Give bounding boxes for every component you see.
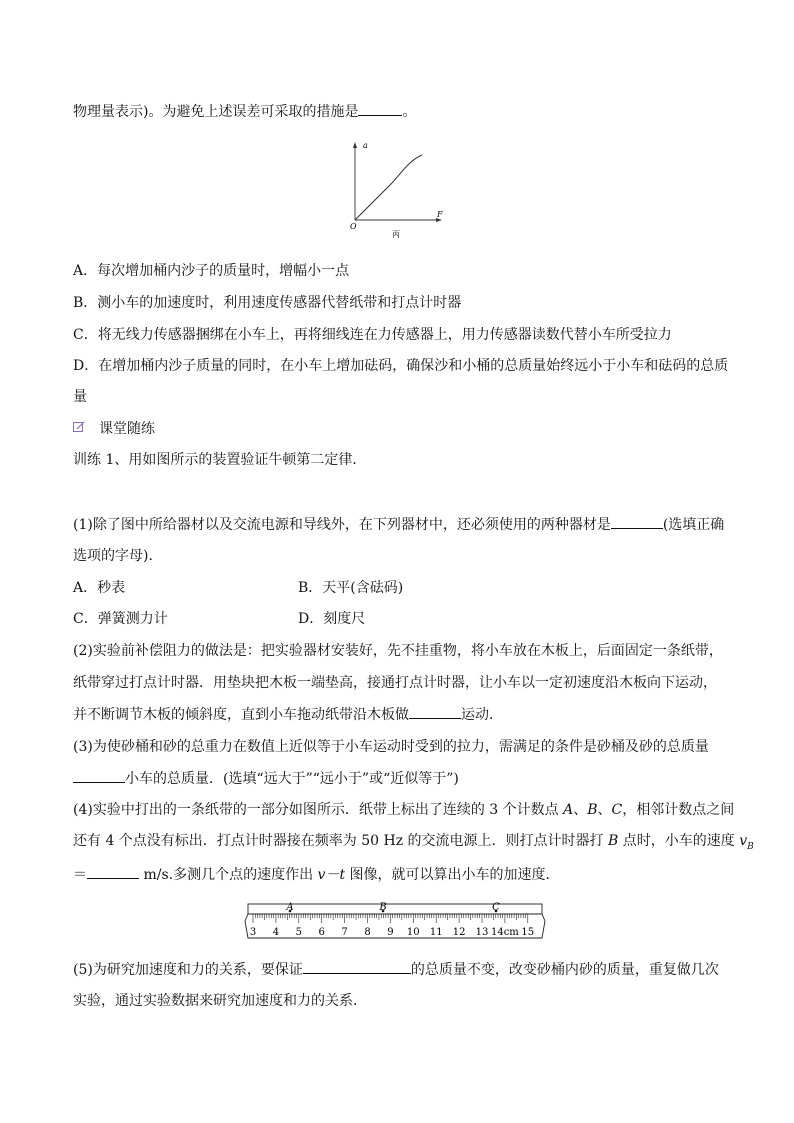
- ruler-tick-label: 7: [341, 927, 348, 938]
- velocity-symbol: v: [739, 833, 748, 849]
- y-axis-label: a: [363, 141, 368, 150]
- tape-point-label: C: [492, 902, 500, 913]
- option-a: A．每次增加桶内沙子的质量时，增幅小一点: [73, 263, 350, 279]
- q2-line1: (2)实验前补偿阻力的做法是：把实验器材安装好，先不挂重物，将小车放在木板上，后面固定一条纸带，: [73, 643, 723, 659]
- q4-line1: [73, 800, 734, 820]
- q1-line2: 选项的字母)．: [73, 548, 163, 564]
- ruler-tick-label: 5: [295, 927, 302, 938]
- q4-line2: [73, 831, 754, 857]
- v-t-label: v－t: [317, 867, 346, 883]
- ruler-tick-label: 14cm: [490, 927, 519, 938]
- q5-line1: [73, 959, 719, 980]
- ruler-tick-label: 3: [249, 927, 257, 938]
- q4-text: (4)实验中打出的一条纸带的一部分如图所示．纸带上标出了连续的 3 个计数点: [73, 802, 564, 818]
- intro-text: 物理量表示)。为避免上述误差可采取的措施是: [73, 104, 359, 120]
- ruler-tick-label: 6: [318, 927, 325, 938]
- q2-answer-blank[interactable]: [409, 704, 461, 719]
- q3-text: 小车的总质量．(选填“远大于”“远小于”或“近似等于”): [125, 771, 459, 787]
- ruler-tape-figure: [244, 898, 546, 940]
- intro-end: 。: [402, 104, 417, 120]
- option-b: B．测小车的加速度时，利用速度传感器代替纸带和打点计时器: [73, 295, 462, 311]
- y-axis-arrow: [353, 142, 357, 148]
- q2-line2: 纸带穿过打点计时器．用垫块把木板一端垫高，接通打点计时器，让小车以一定初速度沿木板向下运动，: [73, 675, 717, 691]
- q4-answer-blank[interactable]: [87, 864, 139, 879]
- q5-answer-blank[interactable]: [303, 959, 411, 974]
- q3-line2: [73, 768, 459, 789]
- q4-sep: 、: [573, 802, 588, 818]
- q1-text-after: (选填正确: [662, 517, 725, 533]
- q1-line1: [73, 514, 724, 535]
- point-b: B: [608, 833, 619, 849]
- q1-option-d: D．刻度尺: [298, 611, 366, 627]
- intro-line: [73, 101, 416, 122]
- tape-point-label: B: [379, 902, 387, 913]
- point-c: C: [611, 802, 623, 818]
- option-d-cont: 量: [73, 389, 87, 405]
- q1-option-a: A．秒表: [73, 580, 126, 596]
- q4-text: m/s.多测几个点的速度作出: [139, 867, 318, 883]
- q1-option-b: B．天平(含砝码): [298, 580, 404, 596]
- q5-text-after: 的总质量不变，改变砂桶内砂的质量，重复做几次: [410, 962, 719, 978]
- q1-option-c: C．弹簧测力计: [73, 611, 168, 627]
- option-c: C．将无线力传感器捆绑在小车上，再将细线连在力传感器上，用力传感器读数代替小车所受拉力: [73, 327, 672, 343]
- q2-text: 并不断调节木板的倾斜度，直到小车拖动纸带沿木板做: [73, 707, 409, 723]
- ruler-tick-label: 13: [475, 927, 489, 938]
- a-f-curve: [355, 155, 422, 220]
- origin-label: O: [350, 222, 357, 231]
- answer-blank[interactable]: [358, 101, 402, 116]
- ruler-tick-label: 15: [521, 927, 535, 938]
- q1-answer-blank[interactable]: [611, 514, 663, 529]
- training-title: 训练 1、用如图所示的装置验证牛顿第二定律．: [73, 452, 367, 468]
- option-d: D．在增加桶内沙子质量的同时，在小车上增加砝码，确保沙和小桶的总质量始终远小于小车和砝码的总质: [73, 358, 729, 374]
- ruler-tick-label: 4: [272, 927, 280, 938]
- tape-point-label: A: [286, 902, 294, 913]
- ruler-tick-label: 10: [406, 927, 420, 938]
- point-a: A: [563, 802, 574, 818]
- q4-text: 点时，小车的速度: [618, 833, 740, 849]
- point-b: B: [587, 802, 598, 818]
- velocity-subscript: B: [747, 841, 754, 852]
- ruler-tick-label: 9: [387, 927, 394, 938]
- equals-sign: ＝: [73, 867, 87, 883]
- ruler-tick-label: 8: [364, 927, 371, 938]
- q4-text: ，相邻计数点之间: [622, 802, 735, 818]
- ruler-tick-label: 12: [452, 927, 466, 938]
- q3-answer-blank[interactable]: [73, 768, 125, 783]
- q2-text-after: 运动．: [461, 707, 503, 723]
- q3-line1: (3)为使砂桶和砂的总重力在数值上近似等于小车运动时受到的拉力，需满足的条件是砂桶及砂的总质量: [73, 739, 709, 755]
- graph-caption: 丙: [392, 230, 400, 239]
- q4-text: 还有 4 个点没有标出．打点计时器接在频率为 50 Hz 的交流电源上．则打点计时器打: [73, 833, 609, 849]
- q4-text: 图像，就可以算出小车的加速度．: [345, 867, 560, 883]
- q4-sep: 、: [597, 802, 612, 818]
- q5-line2: 实验，通过实验数据来研究加速度和力的关系．: [73, 993, 367, 1009]
- pencil-note-icon: [73, 421, 85, 433]
- a-f-graph: [340, 138, 450, 240]
- ruler-tick-label: 11: [429, 927, 443, 938]
- q4-line3: [73, 864, 560, 885]
- section-title: 课堂随练: [99, 421, 155, 437]
- q5-text: (5)为研究加速度和力的关系，要保证: [73, 962, 303, 978]
- q1-text: (1)除了图中所给器材以及交流电源和导线外，在下列器材中，还必须使用的两种器材是: [73, 517, 611, 533]
- x-axis-label: F: [437, 210, 443, 219]
- q2-line3: [73, 704, 503, 725]
